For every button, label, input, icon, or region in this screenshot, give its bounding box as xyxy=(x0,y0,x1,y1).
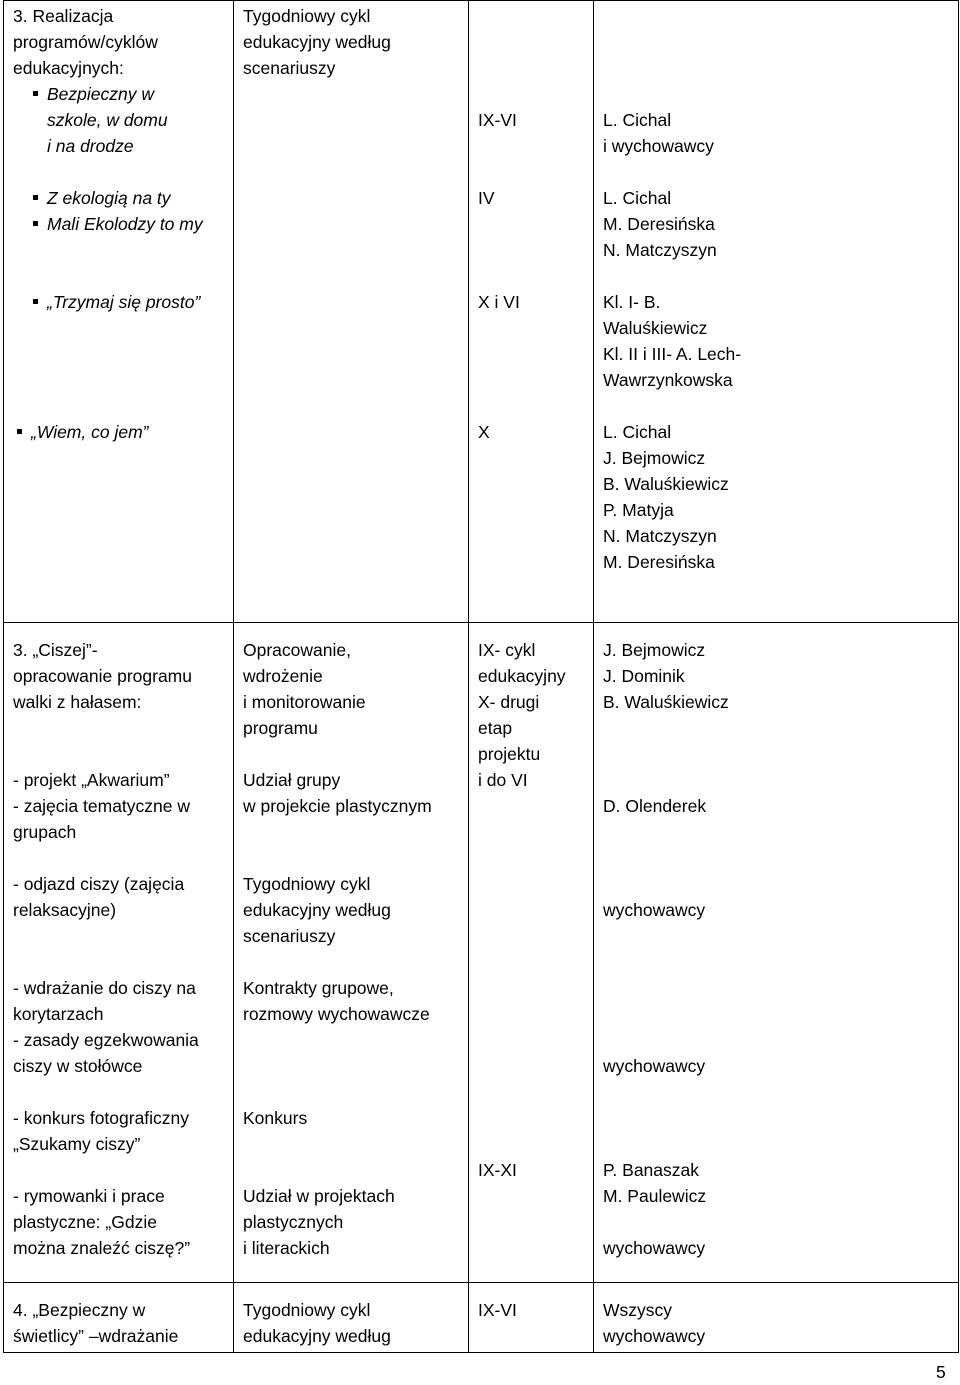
heading-line: 3. Realizacja xyxy=(13,6,114,26)
term-value: etap xyxy=(478,718,513,738)
person-line: Kl. I- B. xyxy=(603,292,661,312)
term-value: edukacyjny xyxy=(478,666,566,686)
text-line: scenariuszy xyxy=(243,926,336,946)
person-line: M. Deresińska xyxy=(603,214,715,234)
text-line: w projekcie plastycznym xyxy=(243,796,432,816)
person-line: B. Waluśkiewicz xyxy=(603,474,729,494)
person-line: Wszyscy xyxy=(603,1300,673,1320)
cell-program-list xyxy=(4,1283,234,1353)
person-line: wychowawcy xyxy=(603,900,706,920)
text-line: Kontrakty grupowe, xyxy=(243,978,394,998)
text-line: programu xyxy=(243,718,318,738)
heading-line: edukacyjnych: xyxy=(13,58,124,78)
person-line: i wychowawcy xyxy=(603,136,714,156)
text-line: 3. „Ciszej”- xyxy=(13,640,98,660)
text-line: i monitorowanie xyxy=(243,692,366,712)
person-line: M. Deresińska xyxy=(603,552,715,572)
cell-responsible xyxy=(594,1,959,623)
cell-term xyxy=(469,1,594,623)
cell-form xyxy=(234,1283,469,1353)
text-line: Tygodniowy cykl xyxy=(243,874,371,894)
text-line: Konkurs xyxy=(243,1108,308,1128)
text-line: Tygodniowy cykl xyxy=(243,6,371,26)
text-line: 4. „Bezpieczny w xyxy=(13,1300,146,1320)
text-line: i literackich xyxy=(243,1238,330,1258)
person-line: Waluśkiewicz xyxy=(603,318,708,338)
term-value: projektu xyxy=(478,744,541,764)
text-line: plastycznych xyxy=(243,1212,344,1232)
term-value: IX-VI xyxy=(478,1300,517,1320)
person-line: N. Matczyszyn xyxy=(603,240,717,260)
cell-program-list xyxy=(4,1,234,623)
person-line: L. Cichal xyxy=(603,422,672,442)
text-line: Udział grupy xyxy=(243,770,341,790)
term-value: X i VI xyxy=(478,292,520,312)
text-line: scenariuszy xyxy=(243,58,336,78)
text-line: relaksacyjne) xyxy=(13,900,117,920)
text-line: korytarzach xyxy=(13,1004,104,1024)
text-line: wdrożenie xyxy=(243,666,323,686)
person-line: J. Bejmowicz xyxy=(603,448,706,468)
term-value: IV xyxy=(478,188,495,208)
item-line: i na drodze xyxy=(47,136,134,156)
person-line: J. Dominik xyxy=(603,666,685,686)
person-line: L. Cichal xyxy=(603,110,672,130)
text-line: edukacyjny według xyxy=(243,1326,391,1346)
person-line: L. Cichal xyxy=(603,188,672,208)
table-row xyxy=(4,623,959,1283)
cell-form xyxy=(234,623,469,1283)
cell-term xyxy=(469,623,594,1283)
heading-line: programów/cyklów xyxy=(13,32,158,52)
term-value: i do VI xyxy=(478,770,528,790)
person-line: Kl. II i III- A. Lech- xyxy=(603,344,742,364)
cell-form xyxy=(234,1,469,623)
text-line: - wdrażanie do ciszy na xyxy=(13,978,196,998)
text-line: - projekt „Akwarium” xyxy=(13,770,170,790)
text-line: - konkurs fotograficzny xyxy=(13,1108,190,1128)
text-line: grupach xyxy=(13,822,77,842)
term-value: X- drugi xyxy=(478,692,540,712)
text-line: Udział w projektach xyxy=(243,1186,395,1206)
person-line: Wawrzynkowska xyxy=(603,370,733,390)
person-line: J. Bejmowicz xyxy=(603,640,706,660)
text-line: Tygodniowy cykl xyxy=(243,1300,371,1320)
person-line: wychowawcy xyxy=(603,1326,706,1346)
term-value: X xyxy=(478,422,490,442)
item-line: szkole, w domu xyxy=(47,110,168,130)
list-item: „Wiem, co jem” xyxy=(0,419,225,445)
list-item: Mali Ekolodzy to my xyxy=(13,211,225,237)
text-line: plastyczne: „Gdzie xyxy=(13,1212,157,1232)
text-line: edukacyjny według xyxy=(243,900,391,920)
text-line: walki z hałasem: xyxy=(13,692,142,712)
text-line: rozmowy wychowawcze xyxy=(243,1004,430,1024)
text-line: - rymowanki i prace xyxy=(13,1186,165,1206)
table-row xyxy=(4,1,959,623)
text-line: - zajęcia tematyczne w xyxy=(13,796,191,816)
cell-program-list xyxy=(4,623,234,1283)
program-table xyxy=(3,0,959,1353)
person-line: M. Paulewicz xyxy=(603,1186,707,1206)
text-line: opracowanie programu xyxy=(13,666,192,686)
list-item xyxy=(13,81,225,159)
term-value: IX-XI xyxy=(478,1160,517,1180)
cell-responsible xyxy=(594,1283,959,1353)
person-line: wychowawcy xyxy=(603,1238,706,1258)
text-line: edukacyjny według xyxy=(243,32,391,52)
text-line: „Szukamy ciszy” xyxy=(13,1134,141,1154)
person-line: P. Matyja xyxy=(603,500,674,520)
person-line: P. Banaszak xyxy=(603,1160,699,1180)
text-line: - zasady egzekwowania xyxy=(13,1030,199,1050)
term-value: IX- cykl xyxy=(478,640,536,660)
list-item: Z ekologią na ty xyxy=(13,185,225,211)
page-number: 5 xyxy=(936,1362,946,1382)
person-line: N. Matczyszyn xyxy=(603,526,717,546)
term-value: IX-VI xyxy=(478,110,517,130)
text-line: można znaleźć ciszę?” xyxy=(13,1238,191,1258)
text-line: świetlicy” –wdrażanie xyxy=(13,1326,179,1346)
text-line: - odjazd ciszy (zajęcia xyxy=(13,874,185,894)
text-line: ciszy w stołówce xyxy=(13,1056,143,1076)
cell-term xyxy=(469,1283,594,1353)
table-row xyxy=(4,1283,959,1353)
cell-responsible xyxy=(594,623,959,1283)
person-line: wychowawcy xyxy=(603,1056,706,1076)
person-line: D. Olenderek xyxy=(603,796,707,816)
person-line: B. Waluśkiewicz xyxy=(603,692,729,712)
item-line: Bezpieczny w xyxy=(47,84,154,104)
list-item: „Trzymaj się prosto” xyxy=(13,289,225,315)
text-line: Opracowanie, xyxy=(243,640,351,660)
